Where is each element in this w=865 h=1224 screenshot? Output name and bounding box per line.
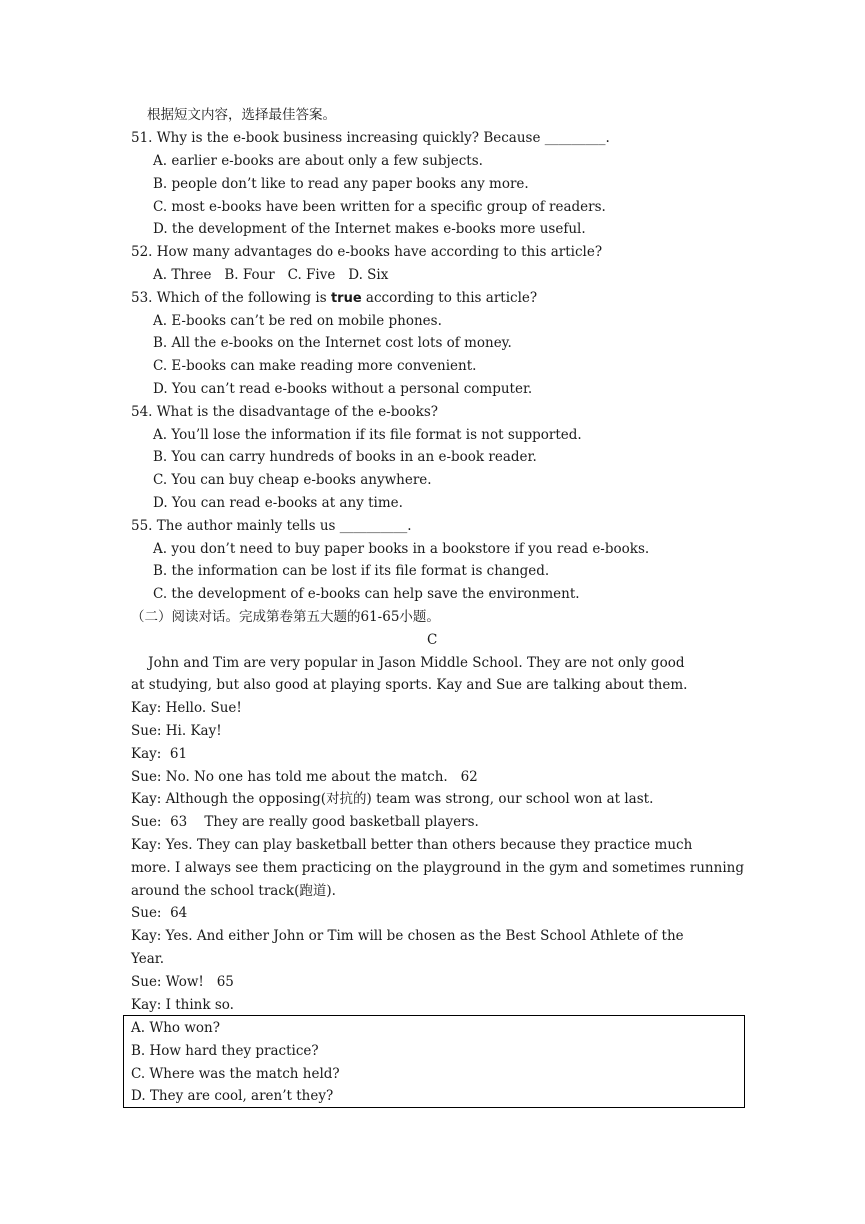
q51-option-a: A. earlier e-books are about only a few subjects. bbox=[153, 153, 483, 169]
choice-b: B. How hard they practice? bbox=[131, 1043, 319, 1059]
q53-option-d: D. You can’t read e-books without a personal computer. bbox=[153, 381, 533, 397]
q53-stem-bold: true bbox=[330, 291, 362, 306]
dialogue-line: Kay: I think so. bbox=[131, 997, 234, 1013]
dialogue-line: Sue: 63 They are really good basketball players. bbox=[131, 814, 479, 830]
q53-option-c: C. E-books can make reading more convenient. bbox=[153, 358, 477, 374]
section-heading: （二）阅读对话。完成第卷第五大题的61-65小题。 bbox=[131, 609, 440, 625]
question-53 bbox=[131, 287, 537, 311]
q52-options: A. Three B. Four C. Five D. Six bbox=[153, 267, 389, 283]
dialogue-line: Kay: Yes. They can play basketball better than others because they practice much bbox=[131, 837, 693, 853]
question-54: 54. What is the disadvantage of the e-books? bbox=[131, 404, 438, 420]
dialogue-line: Year. bbox=[131, 951, 165, 967]
question-55: 55. The author mainly tells us __________. bbox=[131, 518, 412, 534]
q55-option-b: B. the information can be lost if its file format is changed. bbox=[153, 563, 550, 579]
dialogue-line: Sue: 64 bbox=[131, 905, 188, 921]
dialogue-line: Kay: 61 bbox=[131, 746, 188, 762]
dialogue-line: more. I always see them practicing on the playground in the gym and sometimes running bbox=[131, 860, 744, 876]
choice-a: A. Who won? bbox=[131, 1020, 220, 1036]
choices-box bbox=[123, 1015, 745, 1108]
dialogue-line: Sue: Wow! 65 bbox=[131, 974, 234, 990]
choice-d: D. They are cool, aren’t they? bbox=[131, 1088, 334, 1104]
q54-option-a: A. You’ll lose the information if its file format is not supported. bbox=[153, 427, 582, 443]
question-52: 52. How many advantages do e-books have according to this article? bbox=[131, 244, 603, 260]
q54-option-d: D. You can read e-books at any time. bbox=[153, 495, 403, 511]
q55-option-a: A. you don’t need to buy paper books in a bookstore if you read e-books. bbox=[153, 541, 650, 557]
dialogue-line: Sue: Hi. Kay! bbox=[131, 723, 222, 739]
question-51: 51. Why is the e-book business increasing quickly? Because _________. bbox=[131, 130, 610, 146]
intro-line-2: at studying, but also good at playing sports. Kay and Sue are talking about them. bbox=[131, 677, 688, 693]
dialogue-line: Kay: Yes. And either John or Tim will be chosen as the Best School Athlete of the bbox=[131, 928, 684, 944]
dialogue-line: Kay: Although the opposing(对抗的) team was strong, our school won at last. bbox=[131, 791, 654, 807]
q54-option-c: C. You can buy cheap e-books anywhere. bbox=[153, 472, 432, 488]
intro-line-1: John and Tim are very popular in Jason Middle School. They are not only good bbox=[131, 655, 685, 671]
dialogue-line: around the school track(跑道). bbox=[131, 883, 336, 899]
dialogue-line: Sue: No. No one has told me about the match. 62 bbox=[131, 769, 478, 785]
q51-option-c: C. most e-books have been written for a specific group of readers. bbox=[153, 199, 606, 215]
q53-option-a: A. E-books can’t be red on mobile phones. bbox=[153, 313, 442, 329]
q54-option-b: B. You can carry hundreds of books in an e-book reader. bbox=[153, 449, 537, 465]
passage-letter: C bbox=[427, 632, 438, 648]
q55-option-c: C. the development of e-books can help save the environment. bbox=[153, 586, 580, 602]
q53-stem-pre: 53. Which of the following is bbox=[131, 290, 331, 306]
q53-stem-post: according to this article? bbox=[361, 290, 538, 306]
dialogue-line: Kay: Hello. Sue! bbox=[131, 700, 242, 716]
instruction: 根据短文内容，选择最佳答案。 bbox=[147, 107, 336, 123]
q53-option-b: B. All the e-books on the Internet cost lots of money. bbox=[153, 335, 512, 351]
q51-option-b: B. people don’t like to read any paper books any more. bbox=[153, 176, 529, 192]
q51-option-d: D. the development of the Internet makes e-books more useful. bbox=[153, 221, 586, 237]
choice-c: C. Where was the match held? bbox=[131, 1066, 340, 1082]
